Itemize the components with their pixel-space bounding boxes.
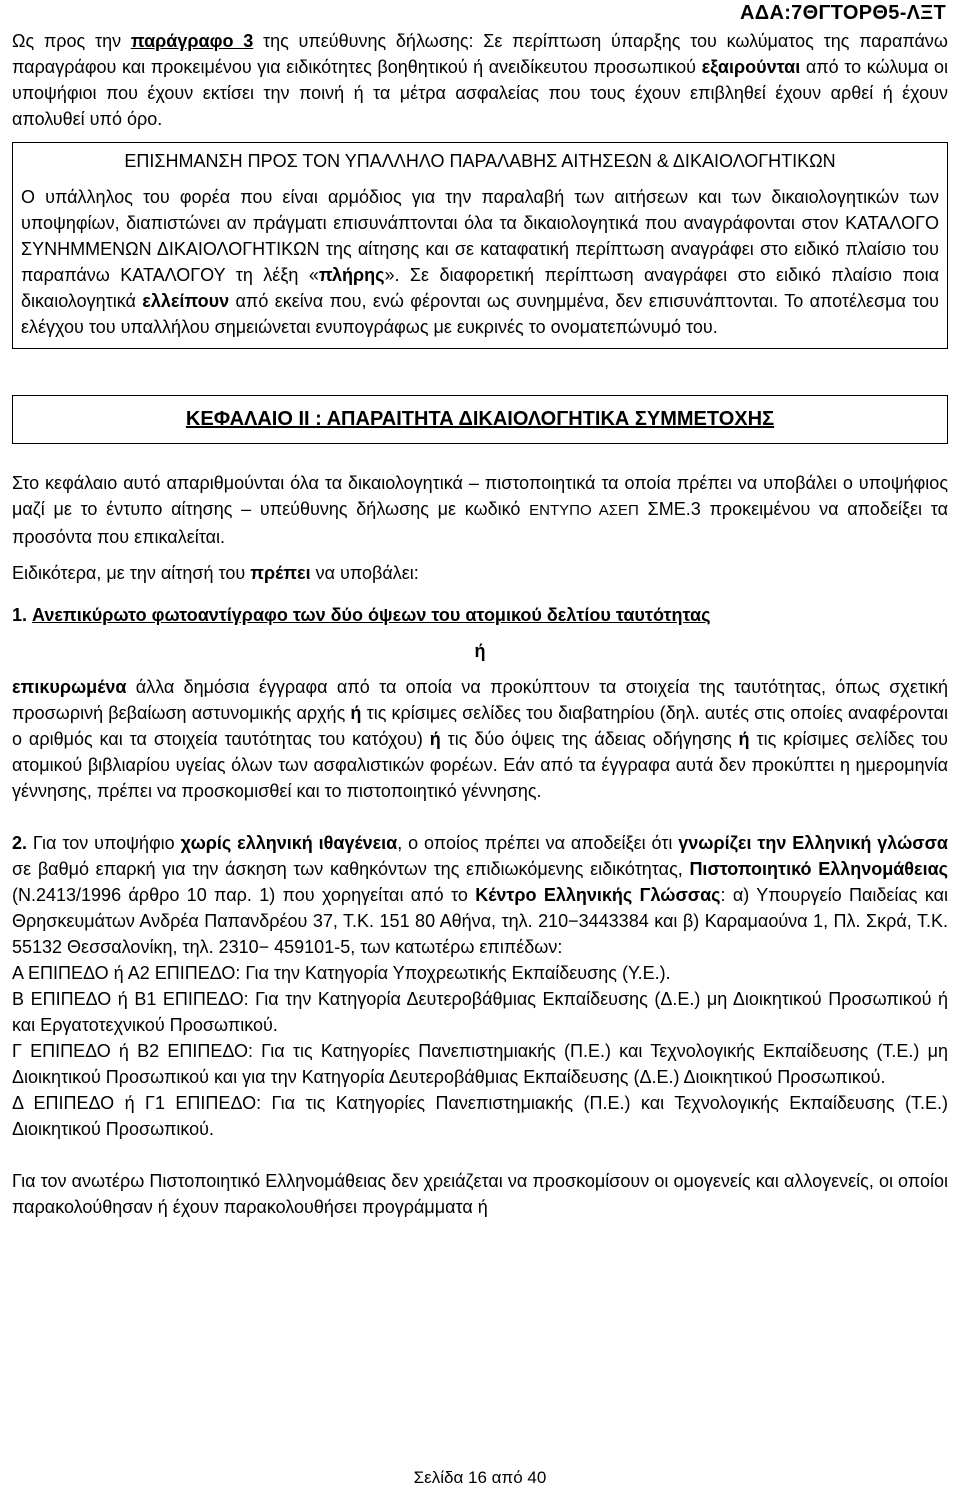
certified-word: επικυρωμένα: [12, 677, 127, 697]
paragraph-ref: παράγραφο 3: [130, 31, 254, 51]
item-1-heading: [12, 602, 948, 628]
notice-box: [12, 142, 948, 349]
level-d: Δ ΕΠΙΠΕΔΟ ή Γ1 ΕΠΙΠΕΔΟ: Για τις Κατηγορίες Πανεπιστημιακής (Π.Ε.) και Τεχνολογικής Εκπαίδευσης (Τ.Ε.) Διοικητικού Προσωπικού.: [12, 1093, 948, 1139]
word-full: πλήρης: [318, 265, 385, 285]
notice-title: ΕΠΙΣΗΜΑΝΣΗ ΠΡΟΣ ΤΟΝ ΥΠΑΛΛΗΛΟ ΠΑΡΑΛΑΒΗΣ ΑΙΤΗΣΕΩΝ & ΔΙΚΑΙΟΛΟΓΗΤΙΚΩΝ: [124, 151, 836, 171]
ada-code: ΑΔΑ:7ΘΓΤΟΡΘ5-ΛΞΤ: [740, 2, 946, 24]
exempt-word: εξαιρούνται: [701, 57, 801, 77]
paragraph-exemption: Ως προς την παράγραφο 3 της υπεύθυνης δήλωσης: Σε περίπτωση ύπαρξης του κωλύματος της παραπάνω παραγράφου και προκειμένου για ειδικότητες βοηθητικού ή ανειδίκευτου προσωπικού εξαιρούνται από το κώλυμα οι υποψήφιοι που έχουν εκτίσει την ποινή ή τα μέτρα ασφαλείας που τους έχουν επιβληθεί έχουν αρθεί ή έχουν απολυθεί υπό όρο.: [12, 31, 948, 129]
level-c: Γ ΕΠΙΠΕΔΟ ή Β2 ΕΠΙΠΕΔΟ: Για τις Κατηγορίες Πανεπιστημιακής (Π.Ε.) και Τεχνολογικής Εκπαίδευσης (Τ.Ε.) μη Διοικητικού Προσωπικού και για την Κατηγορία Δευτεροβάθμιας Εκπαίδευσης (Δ.Ε.) Διοικητικού Προσωπικού.: [12, 1041, 948, 1087]
specifically-text: Ειδικότερα, με την αίτησή του πρέπει να υποβάλει:: [12, 563, 419, 583]
item-1-or: ή: [474, 641, 486, 661]
item-1-number: 1.: [12, 605, 28, 625]
page-number: Σελίδα 16 από 40: [413, 1468, 547, 1487]
form-code: ΕΝΤΥΠΟ ΑΣΕΠ: [529, 502, 639, 519]
item-2-text: 2. Για τον υποψήφιο χωρίς ελληνική ιθαγένεια, ο οποίος πρέπει να αποδείξει ότι γνωρίζει την Ελληνική γλώσσα σε βαθμό επαρκή για την άσκηση των καθηκόντων της επιδιωκόμενης ειδικότητας, Πιστοποιητικό Ελληνομάθειας (Ν.2413/1996 άρθρο 10 παρ. 1) που χορηγείται από το Κέντρο Ελληνικής Γλώσσας: α) Υπουργείο Παιδείας και Θρησκευμάτων Ανδρέα Παπανδρέου 37, Τ.Κ. 151 80 Αθήνα, τηλ. 210−3443384 και β) Καραμαούνα 1, Πλ. Σκρά, Τ.Κ. 55132 Θεσσαλονίκη, τηλ. 2310− 459101-5, των κατωτέρω επιπέδων:: [12, 833, 949, 957]
word-missing: ελλείπουν: [142, 291, 230, 311]
must-word: πρέπει: [250, 563, 311, 583]
level-a: Α ΕΠΙΠΕΔΟ ή Α2 ΕΠΙΠΕΔΟ: Για την Κατηγορία Υποχρεωτικής Εκπαίδευσης (Υ.Ε.).: [12, 963, 671, 983]
notice-text: Ο υπάλληλος του φορέα που είναι αρμόδιος για την παραλαβή των αιτήσεων και των δικαιολογητικών των υποψηφίων, διαπιστώνει αν πράγματι επισυνάπτονται όλα τα δικαιολογητικά που αναγράφονται στον ΚΑΤΑΛΟΓΟ ΣΥΝΗΜΜΕΝΩΝ ΔΙΚΑΙΟΛΟΓΗΤΙΚΩΝ της αίτησης και σε καταφατική περίπτωση αναγράφει στο ειδικό πλαίσιο του παραπάνω ΚΑΤΑΛΟΓΟΥ τη λέξη «πλήρης». Σε διαφορετική περίπτωση αναγράφει στο ειδικό πλαίσιο ποια δικαιολογητικά ελλείπουν από εκείνα που, ενώ φέρονται ως συνημμένα, δεν επισυνάπτονται. Το αποτέλεσμα του ελέγχου του υπαλλήλου σημειώνεται ενυπογράφως με ευκρινές το ονοματεπώνυμό του.: [21, 187, 940, 337]
chapter-title: ΚΕΦΑΛΑΙΟ ΙΙ : ΑΠΑΡΑΙΤΗΤΑ ΔΙΚΑΙΟΛΟΓΗΤΙΚΑ ΣΥΜΜΕΤΟΧΗΣ: [12, 395, 948, 444]
item-2-number: 2.: [12, 833, 28, 853]
document-body: [12, 28, 948, 1220]
final-paragraph: Για τον ανωτέρω Πιστοποιητικό Ελληνομάθειας δεν χρειάζεται να προσκομίσουν οι ομογενείς και αλλογενείς, οι οποίοι παρακολούθησαν ή έχουν παρακολουθήσει προγράμματα ή: [12, 1171, 948, 1217]
item-1-title: Ανεπικύρωτο φωτοαντίγραφο των δύο όψεων του ατομικού δελτίου ταυτότητας: [32, 605, 711, 625]
level-b: Β ΕΠΙΠΕΔΟ ή Β1 ΕΠΙΠΕΔΟ: Για την Κατηγορία Δευτεροβάθμιας Εκπαίδευσης (Δ.Ε.) μη Διοικητικού Προσωπικού ή και Εργατοτεχνικού Προσωπικού.: [12, 989, 948, 1035]
item-1-text: επικυρωμένα άλλα δημόσια έγγραφα από τα οποία να προκύπτουν τα στοιχεία της ταυτότητας, όπως σχετική προσωρινή βεβαίωση αστυνομικής αρχής ή τις κρίσιμες σελίδες του διαβατηρίου (δηλ. αυτές στις οποίες αναφέρονται ο αριθμός και τα στοιχεία ταυτότητας του κατόχου) ή τις δύο όψεις της άδειας οδήγησης ή τις κρίσιμες σελίδες του ατομικού βιβλιαρίου υγείας όλων των ασφαλιστικών φορέων. Εάν από τα έγγραφα αυτά δεν προκύπτει η ημερομηνία γέννησης, πρέπει να προσκομισθεί και το πιστοποιητικό γέννησης.: [12, 677, 948, 801]
chapter-intro: Στο κεφάλαιο αυτό απαριθμούνται όλα τα δικαιολογητικά – πιστοποιητικά τα οποία πρέπει να υποβάλει ο υποψήφιος μαζί με το έντυπο αίτησης – υπεύθυνης δήλωσης με κωδικό ΕΝΤΥΠΟ ΑΣΕΠ ΣΜΕ.3 προκειμένου να αποδείξει τα προσόντα που επικαλείται.: [12, 473, 948, 547]
